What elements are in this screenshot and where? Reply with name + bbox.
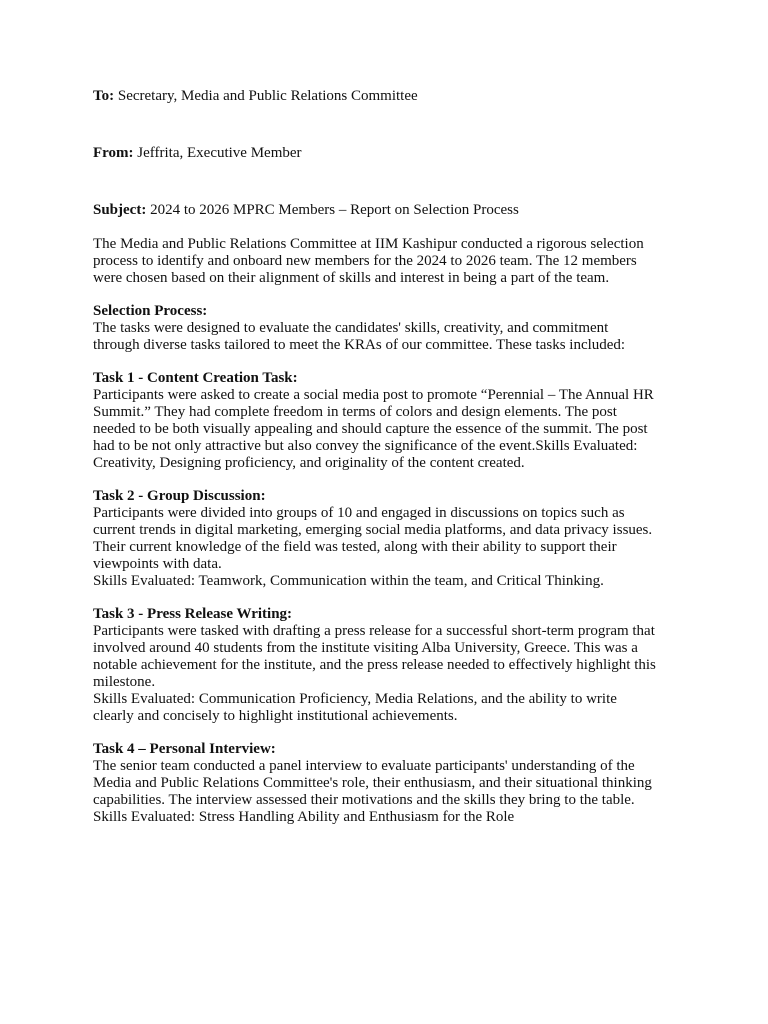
intro-line: process to identify and onboard new members for the 2024 to 2026 team. The 12 members [93,253,637,269]
subject-value: 2024 to 2026 MPRC Members – Report on Selection Process [150,202,519,218]
task-3-line: notable achievement for the institute, and the press release needed to effectively highlight this [93,657,656,673]
selection-section [93,303,693,354]
to-label: To: [93,88,115,104]
task-4-line: The senior team conducted a panel interview to evaluate participants' understanding of the [93,758,635,774]
task-4-line: Media and Public Relations Committee's role, their enthusiasm, and their situational thinking [93,775,652,791]
task-1-line: had to be not only attractive but also convey the significance of the event.Skills Evaluated: [93,438,638,454]
task-1-line: needed to be both visually appealing and should capture the essence of the summit. The post [93,421,648,437]
task-4-line: Skills Evaluated: Stress Handling Ability and Enthusiasm for the Role [93,809,515,825]
task-2-heading: Task 2 - Group Discussion: [93,488,266,504]
task-2-section [93,488,693,590]
memo-to-line [93,86,693,106]
task-1-line: Participants were asked to create a social media post to promote “Perennial – The Annual HR [93,387,654,403]
subject-label: Subject: [93,202,147,218]
task-4-heading: Task 4 – Personal Interview: [93,741,276,757]
to-value: Secretary, Media and Public Relations Committee [117,88,418,104]
task-3-line: milestone. [93,674,156,690]
memo-subject-line [93,200,693,220]
task-2-line: Skills Evaluated: Teamwork, Communication within the team, and Critical Thinking. [93,573,604,589]
task-3-line: Participants were tasked with drafting a press release for a successful short-term program that [93,623,655,639]
from-value: Jeffrita, Executive Member [137,145,302,161]
intro-line: were chosen based on their alignment of skills and interest in being a part of the team. [93,270,610,286]
selection-line: The tasks were designed to evaluate the candidates' skills, creativity, and commitment [93,320,609,336]
memo-from-line [93,143,693,163]
task-2-line: viewpoints with data. [93,556,222,572]
task-3-heading: Task 3 - Press Release Writing: [93,606,293,622]
intro-line: The Media and Public Relations Committee at IIM Kashipur conducted a rigorous selection [93,236,644,252]
task-3-line: clearly and concisely to highlight institutional achievements. [93,708,458,724]
task-2-line: Participants were divided into groups of 10 and engaged in discussions on topics such as [93,505,625,521]
selection-line: through diverse tasks tailored to meet the KRAs of our committee. These tasks included: [93,337,626,353]
from-label: From: [93,145,134,161]
task-4-line: capabilities. The interview assessed their motivations and the skills they bring to the table. [93,792,635,808]
task-1-line: Summit.” They had complete freedom in terms of colors and design elements. The post [93,404,617,420]
task-4-section [93,741,693,826]
task-3-line: involved around 40 students from the institute visiting Alba University, Greece. This was a [93,640,638,656]
task-3-section [93,606,693,725]
task-3-line: Skills Evaluated: Communication Proficiency, Media Relations, and the ability to write [93,691,617,707]
task-1-heading: Task 1 - Content Creation Task: [93,370,298,386]
task-1-line: Creativity, Designing proficiency, and originality of the content created. [93,455,525,471]
intro-paragraph [93,236,693,287]
task-1-section [93,370,693,472]
memo-document [93,86,693,826]
selection-heading: Selection Process: [93,303,208,319]
task-2-line: Their current knowledge of the field was tested, along with their ability to support their [93,539,617,555]
task-2-line: current trends in digital marketing, emerging social media platforms, and data privacy issues. [93,522,653,538]
